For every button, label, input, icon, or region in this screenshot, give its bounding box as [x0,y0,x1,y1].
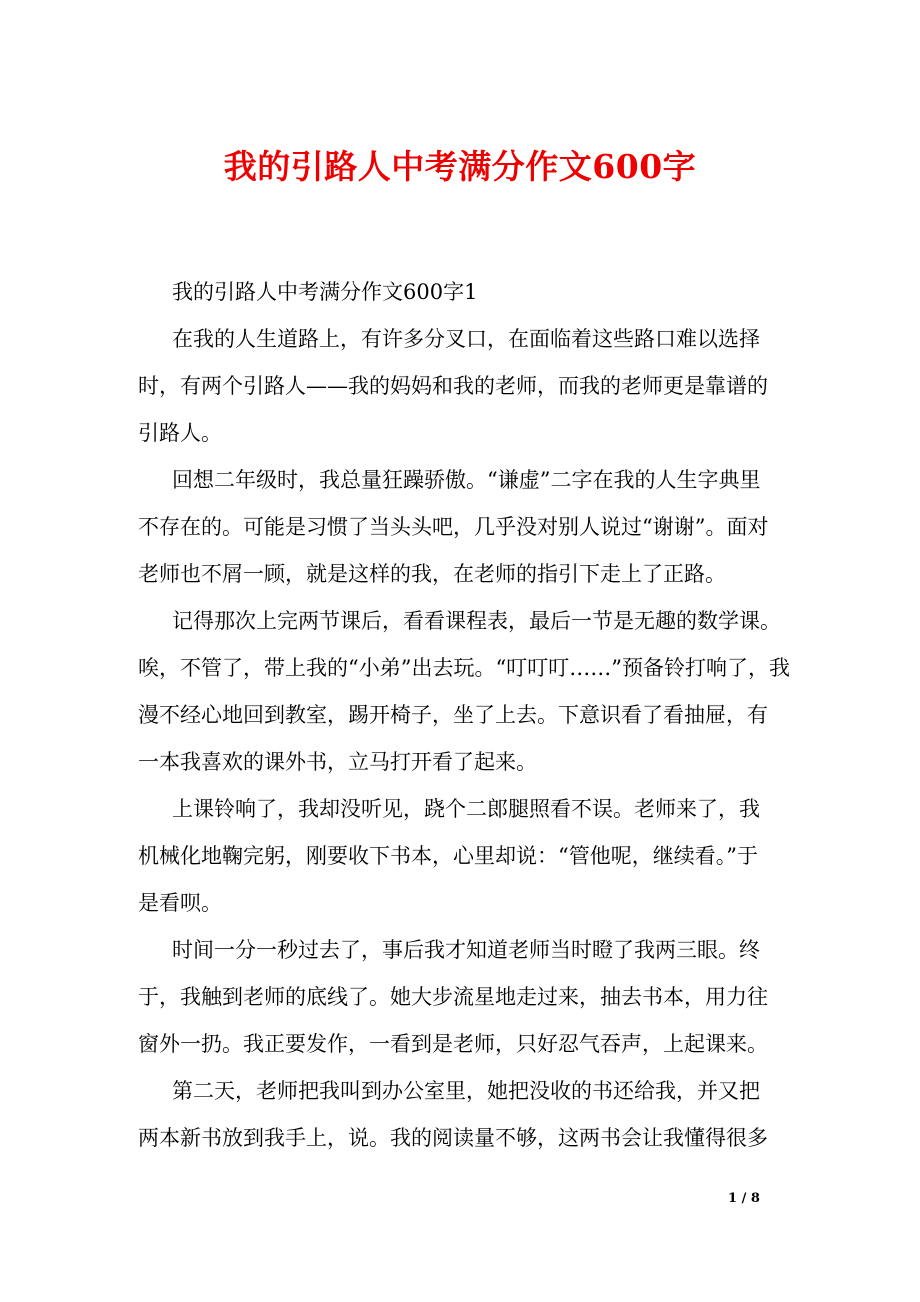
text-line: 时间一分一秒过去了，事后我才知道老师当时瞪了我两三眼。终 [172,938,760,962]
document-title: 我的引路人中考满分作文600字 [223,147,697,186]
text-line: 时，有两个引路人——我的妈妈和我的老师，而我的老师更是靠谱的 [138,374,768,398]
text-line: 机械化地鞠完躬，刚要收下书本，心里却说：“管他呢，继续看。”于 [138,844,758,868]
text-line: 记得那次上完两节课后，看看课程表，最后一节是无趣的数学课。 [172,609,781,633]
text-line: 老师也不屑一顾，就是这样的我，在老师的指引下走上了正路。 [138,562,726,586]
text-line: 漫不经心地回到教室，踢开椅子，坐了上去。下意识看了看抽屉，有 [138,703,768,727]
text-line: 窗外一扔。我正要发作，一看到是老师，只好忍气吞声，上起课来。 [138,1032,768,1056]
text-line: 于，我触到老师的底线了。她大步流星地走过来，抽去书本，用力往 [138,985,768,1009]
text-line: 回想二年级时，我总量狂躁骄傲。“谦虚”二字在我的人生字典里 [172,468,761,492]
text-line: 两本新书放到我手上，说。我的阅读量不够，这两书会让我懂得很多 [138,1126,768,1150]
text-line: 在我的人生道路上，有许多分叉口，在面临着这些路口难以选择 [172,327,760,351]
subtitle-line: 我的引路人中考满分作文600字1 [172,280,478,304]
text-line: 唉，不管了，带上我的“小弟”出去玩。“叮叮叮……”预备铃打响了，我 [138,656,790,680]
document-body [138,269,790,1162]
text-line: 不存在的。可能是习惯了当头头吧，几乎没对别人说过“谢谢”。面对 [138,515,769,539]
text-line: 上课铃响了，我却没听见，跷个二郎腿照看不误。老师来了，我 [172,797,760,821]
text-line: 是看呗。 [138,891,222,915]
page-number: 1 / 8 [728,1191,760,1206]
text-line: 第二天，老师把我叫到办公室里，她把没收的书还给我，并又把 [172,1079,760,1103]
text-line: 一本我喜欢的课外书，立马打开看了起来。 [138,750,537,774]
text-line: 引路人。 [138,421,222,445]
